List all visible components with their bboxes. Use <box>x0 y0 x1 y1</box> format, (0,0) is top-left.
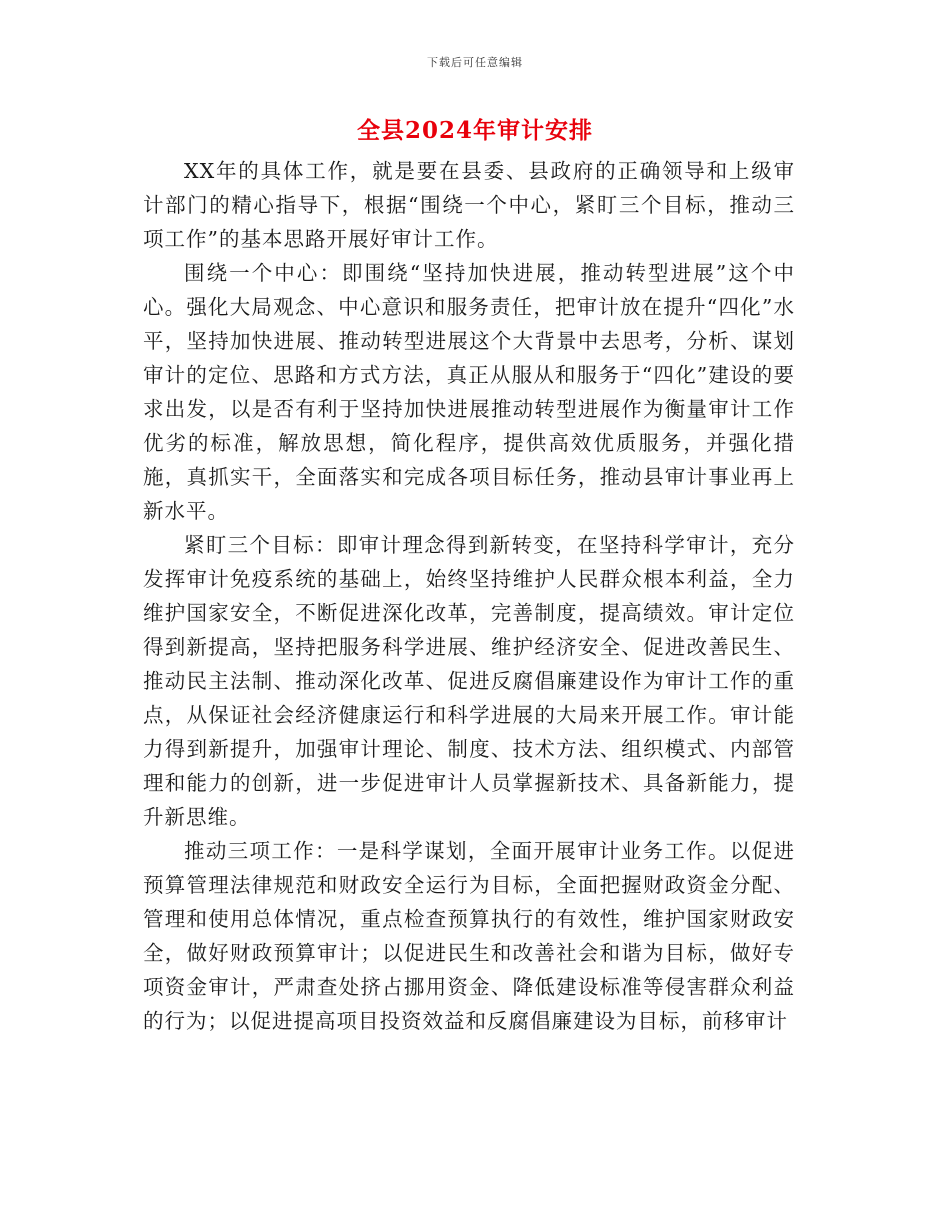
document-body <box>143 154 795 1038</box>
paragraph-one-center: 围绕一个中心：即围绕“坚持加快进展，推动转型进展”这个中心。强化大局观念、中心意识和服务责任，把审计放在提升“四化”水平，坚持加快进展、推动转型进展这个大背景中去思考，分析、谋划审计的定位、思路和方式方法，真正从服从和服务于“四化”建设的要求出发，以是否有利于坚持加快进展推动转型进展作为衡量审计工作优劣的标准，解放思想，简化程序，提供高效优质服务，并强化措施，真抓实干，全面落实和完成各项目标任务，推动县审计事业再上新水平。 <box>143 261 795 523</box>
document-title: 全县2024年审计安排 <box>356 117 593 144</box>
page-header-note: 下载后可任意编辑 <box>427 56 523 69</box>
paragraph-three-goals: 紧盯三个目标：即审计理念得到新转变，在坚持科学审计，充分发挥审计免疫系统的基础上，始终坚持维护人民群众根本利益，全力维护国家安全，不断促进深化改革，完善制度，提高绩效。审计定位得到新提高，坚持把服务科学进展、维护经济安全、促进改善民生、推动民主法制、推动深化改革、促进反腐倡廉建设作为审计工作的重点，从保证社会经济健康运行和科学进展的大局来开展工作。审计能力得到新提升，加强审计理论、制度、技术方法、组织模式、内部管理和能力的创新，进一步促进审计人员掌握新技术、具备新能力，提升新思维。 <box>143 533 795 829</box>
paragraph-intro: XX年的具体工作，就是要在县委、县政府的正确领导和上级审计部门的精心指导下，根据“围绕一个中心，紧盯三个目标，推动三项工作”的基本思路开展好审计工作。 <box>143 159 795 251</box>
paragraph-three-tasks: 推动三项工作：一是科学谋划，全面开展审计业务工作。以促进预算管理法律规范和财政安全运行为目标，全面把握财政资金分配、管理和使用总体情况，重点检查预算执行的有效性，维护国家财政安全，做好财政预算审计；以促进民生和改善社会和谐为目标，做好专项资金审计，严肃查处挤占挪用资金、降低建设标准等侵害群众利益的行为；以促进提高项目投资效益和反腐倡廉建设为目标，前移审计 <box>143 839 795 1033</box>
